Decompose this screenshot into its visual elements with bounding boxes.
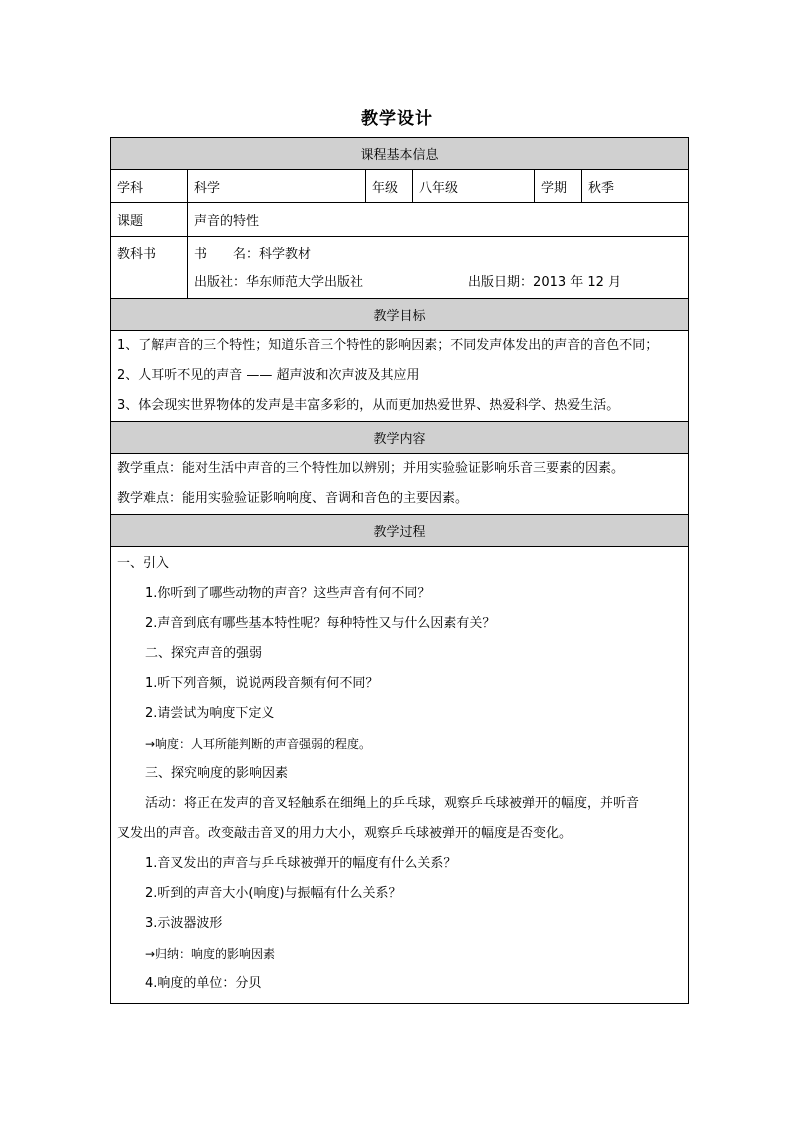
topic-label: 课题 <box>111 203 188 237</box>
subject-label: 学科 <box>111 170 188 203</box>
term-label: 学期 <box>535 170 582 203</box>
objectives-header: 教学目标 <box>111 299 689 331</box>
publisher-label: 出版社： <box>194 275 247 290</box>
book-name-label-2: 名： <box>233 247 260 262</box>
objective-item: 1、了解声音的三个特性；知道乐音三个特性的影响因素；不同发声体发出的声音的音色不同； <box>117 338 659 353</box>
process-line: 二、探究声音的强弱 <box>145 646 263 661</box>
process-body <box>111 547 689 1004</box>
basic-info-header: 课程基本信息 <box>111 138 689 170</box>
pub-date-label: 出版日期： <box>468 275 534 290</box>
process-line: 三、探究响度的影响因素 <box>145 766 289 781</box>
process-line: 2.请尝试为响度下定义 <box>145 706 275 721</box>
objectives-body <box>111 331 689 422</box>
process-line: 1.听下列音频，说说两段音频有何不同？ <box>145 676 379 691</box>
content-header: 教学内容 <box>111 422 689 454</box>
difficulty-point: 教学难点：能用实验验证影响响度、音调和音色的主要因素。 <box>117 491 469 506</box>
objective-item: 2、人耳听不见的声音 —— 超声波和次声波及其应用 <box>117 368 420 383</box>
pub-date-value: 2013 年 12 月 <box>533 275 622 290</box>
grade-label: 年级 <box>366 170 413 203</box>
content-body <box>111 454 689 515</box>
document-title: 教学设计 <box>361 109 433 129</box>
objective-item: 3、体会现实世界物体的发声是丰富多彩的，从而更加热爱世界、热爱科学、热爱生活。 <box>117 398 620 413</box>
lesson-plan-table <box>110 137 689 1004</box>
process-line: →归纳：响度的影响因素 <box>145 947 276 961</box>
grade-value: 八年级 <box>413 170 535 203</box>
process-line: 1.你听到了哪些动物的声音？这些声音有何不同？ <box>145 586 431 601</box>
publisher-value: 华东师范大学出版社 <box>246 275 364 290</box>
subject-value: 科学 <box>188 170 366 203</box>
topic-value: 声音的特性 <box>188 203 689 237</box>
process-line: 1.音叉发出的声音与乒乓球被弹开的幅度有什么关系？ <box>145 856 457 871</box>
textbook-label: 教科书 <box>111 237 188 299</box>
key-point: 教学重点：能对生活中声音的三个特性加以辨别；并用实验验证影响乐音三要素的因素。 <box>117 461 625 476</box>
process-line: 3.示波器波形 <box>145 916 223 931</box>
process-header: 教学过程 <box>111 515 689 547</box>
process-line: 叉发出的声音。改变敲击音叉的用力大小，观察乒乓球被弹开的幅度是否变化。 <box>117 826 573 841</box>
process-line: →响度：人耳所能判断的声音强弱的程度。 <box>145 737 372 751</box>
process-line: 2.声音到底有哪些基本特性呢？每种特性又与什么因素有关？ <box>145 616 496 631</box>
book-name-label: 书 <box>194 247 208 262</box>
process-line: 活动：将正在发声的音叉轻触系在细绳上的乒乓球，观察乒乓球被弹开的幅度，并听音 <box>145 796 640 811</box>
textbook-info <box>188 237 689 299</box>
process-line: 4.响度的单位：分贝 <box>145 976 262 991</box>
book-name-value: 科学教材 <box>259 247 312 262</box>
process-line: 2.听到的声音大小(响度)与振幅有什么关系？ <box>145 886 402 901</box>
process-line: 一、引入 <box>117 556 170 571</box>
term-value: 秋季 <box>582 170 689 203</box>
